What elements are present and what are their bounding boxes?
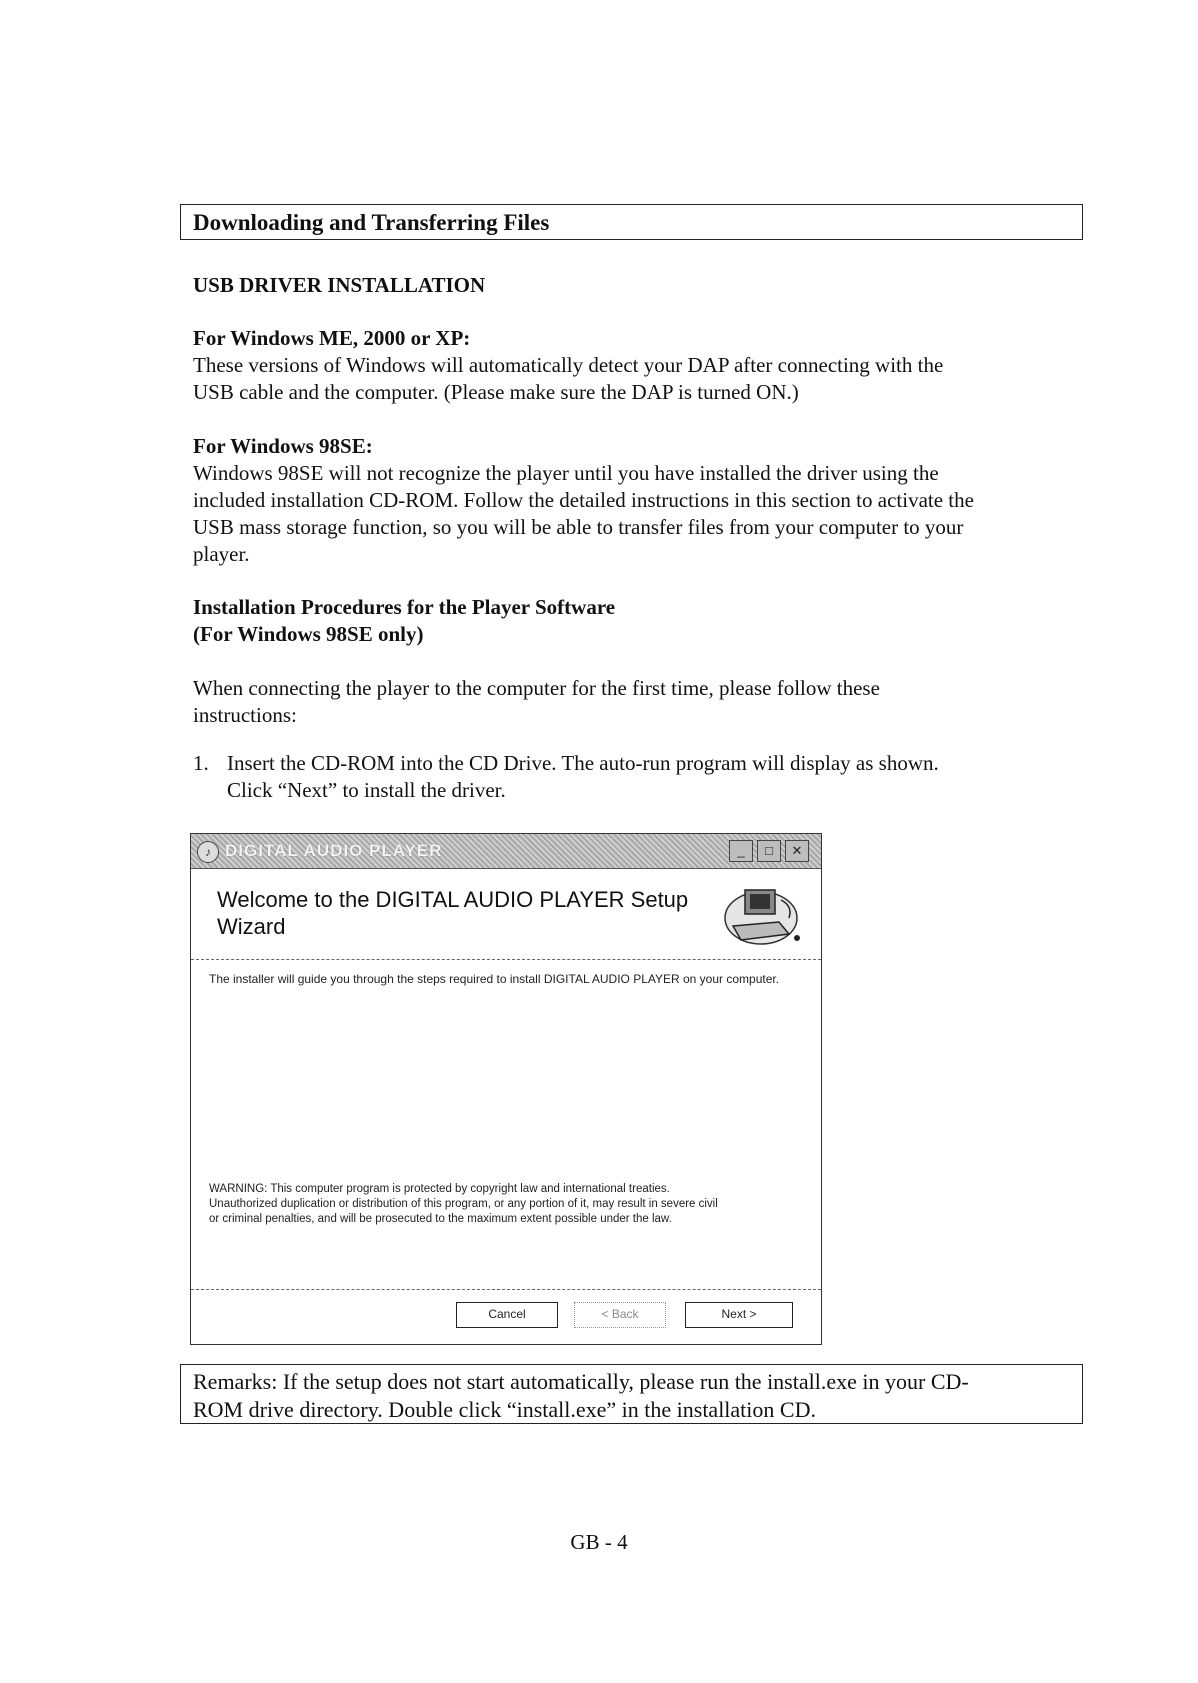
remarks-box <box>180 1364 1083 1424</box>
step-1-line-1: Insert the CD-ROM into the CD Drive. The auto-run program will display as shown. <box>227 751 939 775</box>
windows-98-paragraph <box>193 460 1083 568</box>
windows-98-line-1: Windows 98SE will not recognize the player until you have installed the driver using the <box>193 461 939 485</box>
section-header-box <box>180 204 1083 240</box>
windows-98-line-4: player. <box>193 542 250 566</box>
windows-98-line-2: included installation CD-ROM. Follow the detailed instructions in this section to activate the <box>193 488 974 512</box>
close-button[interactable]: ✕ <box>785 840 809 862</box>
minimize-button[interactable]: _ <box>729 840 753 862</box>
procedures-heading-line-2: (For Windows 98SE only) <box>193 622 424 646</box>
wizard-intro-text: The installer will guide you through the steps required to install DIGITAL AUDIO PLAYER on your computer. <box>209 972 780 986</box>
windows-me-line-1: These versions of Windows will automatically detect your DAP after connecting with the <box>193 353 944 377</box>
wizard-footer-divider <box>191 1289 821 1290</box>
windows-98-line-3: USB mass storage function, so you will be able to transfer files from your computer to your <box>193 515 964 539</box>
wizard-heading <box>217 886 717 940</box>
maximize-button[interactable]: □ <box>757 840 781 862</box>
step-1-text <box>227 750 1077 804</box>
page-number: GB - 4 <box>570 1530 628 1554</box>
wizard-heading-line-2: Wizard <box>217 914 286 939</box>
setup-computer-icon <box>719 878 805 952</box>
windows-98-heading: For Windows 98SE: <box>193 434 373 458</box>
wizard-warning-line-3: or criminal penalties, and will be prosecuted to the maximum extent possible under the law. <box>209 1213 672 1225</box>
procedures-intro-line-2: instructions: <box>193 703 297 727</box>
remarks-line-1: Remarks: If the setup does not start automatically, please run the install.exe in your CD- <box>193 1369 969 1394</box>
wizard-titlebar[interactable] <box>191 834 821 869</box>
app-icon: ♪ <box>197 841 219 863</box>
back-button[interactable]: < Back <box>574 1302 666 1328</box>
wizard-warning-text <box>209 1182 809 1227</box>
windows-me-paragraph <box>193 352 1083 406</box>
step-1-line-2: Click “Next” to install the driver. <box>227 778 506 802</box>
step-1-number: 1. <box>193 751 209 775</box>
procedures-intro <box>193 675 1083 729</box>
wizard-heading-line-1: Welcome to the DIGITAL AUDIO PLAYER Setup <box>217 887 689 912</box>
wizard-header-divider <box>191 959 821 960</box>
wizard-title: DIGITAL AUDIO PLAYER <box>225 841 443 860</box>
procedures-intro-line-1: When connecting the player to the computer for the first time, please follow these <box>193 676 880 700</box>
remarks-line-2: ROM drive directory. Double click “install.exe” in the installation CD. <box>193 1397 816 1422</box>
wizard-warning-line-2: Unauthorized duplication or distribution of this program, or any portion of it, may result in severe civil <box>209 1198 718 1210</box>
windows-me-heading: For Windows ME, 2000 or XP: <box>193 326 471 350</box>
usb-driver-heading: USB DRIVER INSTALLATION <box>193 273 486 297</box>
next-button[interactable]: Next > <box>685 1302 793 1328</box>
section-title: Downloading and Transferring Files <box>193 210 550 235</box>
setup-wizard-window <box>190 833 822 1345</box>
remarks-text <box>193 1368 1073 1424</box>
procedures-heading <box>193 594 615 648</box>
wizard-warning-line-1: WARNING: This computer program is protected by copyright law and international treaties. <box>209 1183 670 1195</box>
cancel-button[interactable]: Cancel <box>456 1302 558 1328</box>
windows-me-line-2: USB cable and the computer. (Please make sure the DAP is turned ON.) <box>193 380 799 404</box>
procedures-heading-line-1: Installation Procedures for the Player Software <box>193 595 616 619</box>
